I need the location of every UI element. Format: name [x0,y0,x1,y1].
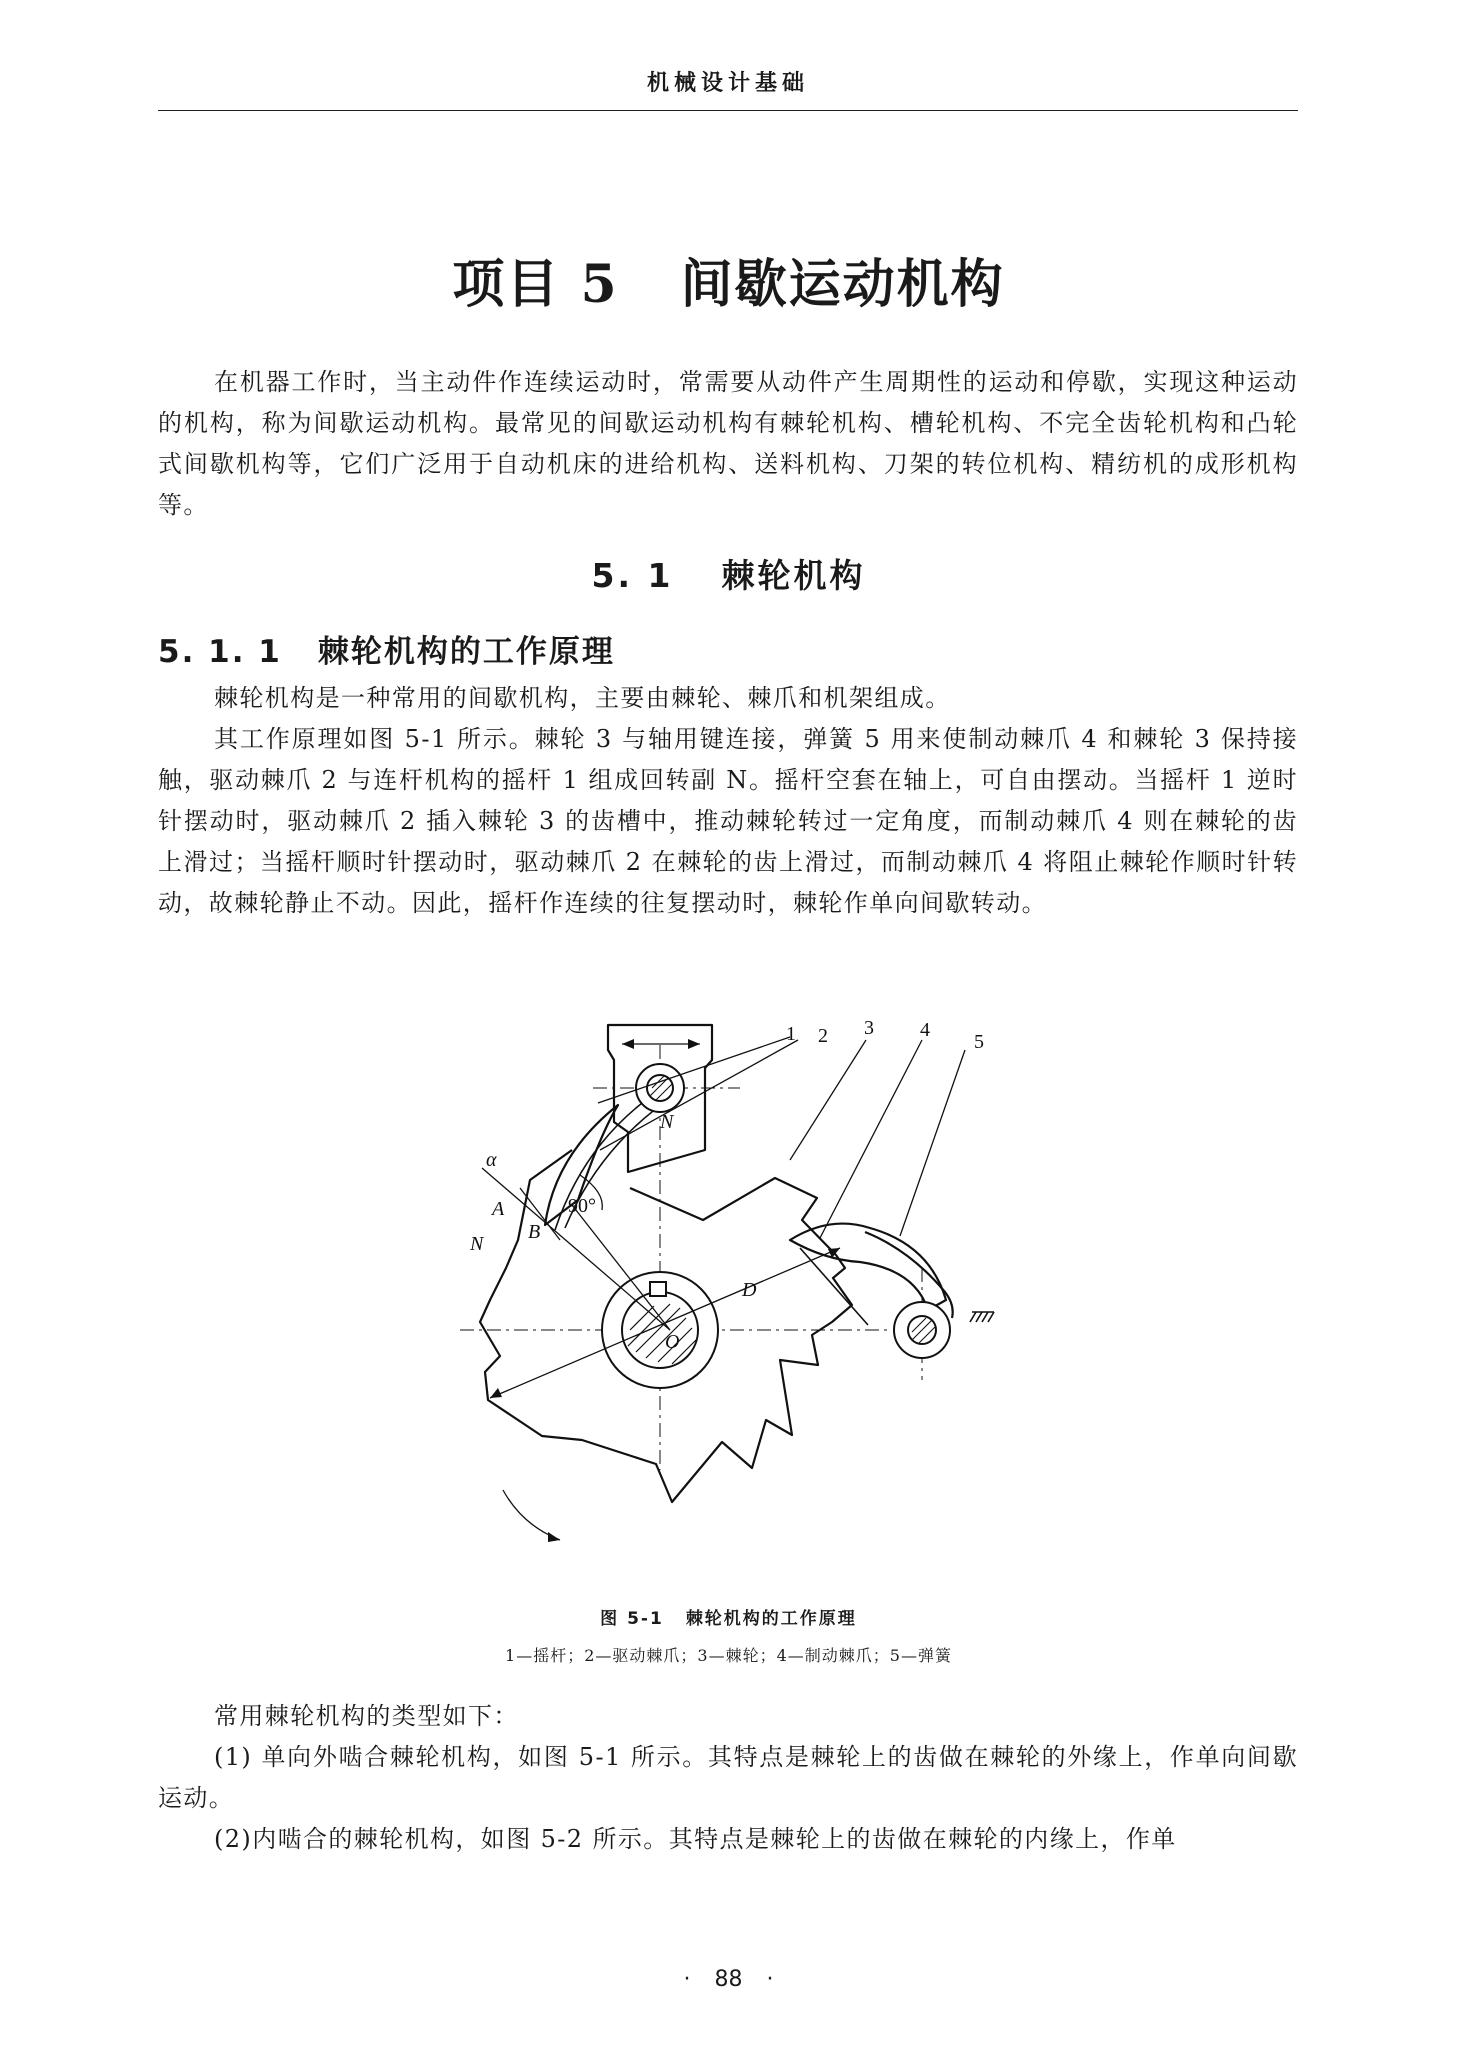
paragraph-type-1: (1) 单向外啮合棘轮机构，如图 5-1 所示。其特点是棘轮上的齿做在棘轮的外缘上，作单向间歇运动。 [158,1743,1298,1812]
label-alpha: α [486,1149,497,1171]
section-name: 棘轮机构 [721,556,866,595]
figure-number: 图 5-1 [600,1609,664,1629]
chapter-number: 项目 5 [452,254,619,315]
subsection-name: 棘轮机构的工作原理 [317,634,615,670]
page-number-dot-right: · [766,1967,774,1992]
label-1: 1 [786,1023,796,1045]
chapter-name: 间歇运动机构 [680,254,1005,315]
section-heading [0,550,1457,597]
paragraph-types-intro: 常用棘轮机构的类型如下： [214,1702,519,1730]
label-3: 3 [864,1017,874,1039]
label-N-left: N [470,1233,484,1255]
figure-title: 棘轮机构的工作原理 [685,1609,857,1629]
paragraph-type-2: (2)内啮合的棘轮机构，如图 5-2 所示。其特点是棘轮上的齿做在棘轮的内缘上，作单 [214,1825,1177,1853]
subsection-heading [158,626,615,671]
label-D: D [742,1279,757,1301]
label-5: 5 [974,1031,984,1053]
book-title: 机械设计基础 [646,71,809,96]
subsection-number: 5. 1. 1 [158,634,282,670]
paragraph-components: 棘轮机构是一种常用的间歇机构，主要由棘轮、棘爪和机架组成。 [214,684,951,712]
label-4: 4 [920,1019,930,1041]
label-2: 2 [818,1025,828,1047]
label-90-degrees: 90° [568,1195,596,1217]
page-number [0,1967,1457,1992]
label-B: B [528,1221,541,1243]
section-number: 5. 1 [591,556,674,595]
page-number-value: 88 [714,1967,743,1992]
ratchet-mechanism-diagram [460,1000,1000,1580]
figure-caption [0,1604,1457,1629]
label-O: O [665,1331,680,1353]
intro-paragraph: 在机器工作时，当主动件作连续运动时，常需要从动件产生周期性的运动和停歇，实现这种运动的机构，称为间歇运动机构。最常见的间歇运动机构有棘轮机构、槽轮机构、不完全齿轮机构和凸轮式间歇机构等，它们广泛用于自动机床的进给机构、送料机构、刀架的转位机构、精纺机的成形机构等。 [158,368,1298,519]
locking-pawl [790,1224,946,1310]
label-N-top: N [660,1111,674,1133]
chapter-title [0,242,1457,317]
label-A: A [492,1198,505,1220]
page-number-dot-left: · [683,1967,691,1992]
figure-legend: 1—摇杆；2—驱动棘爪；3—棘轮；4—制动棘爪；5—弹簧 [505,1646,952,1665]
running-header [158,62,1298,111]
paragraph-principle: 其工作原理如图 5-1 所示。棘轮 3 与轴用键连接，弹簧 5 用来使制动棘爪 4 和棘轮 3 保持接触，驱动棘爪 2 与连杆机构的摇杆 1 组成回转副 N。摇杆空套在轴上，可自由摆动。当摇杆 1 逆时针摆动时，驱动棘爪 2 插入棘轮 3 的齿槽中，推动棘轮转过一定角度，而制动棘爪 4 则在棘轮的齿上滑过；当摇杆顺时针摆动时，驱动棘爪 2 在棘轮的齿上滑过，而制动棘爪 4 将阻止棘轮作顺时针转动，故棘轮静止不动。因此，摇杆作连续的往复摆动时，棘轮作单向间歇转动。 [158,725,1298,917]
